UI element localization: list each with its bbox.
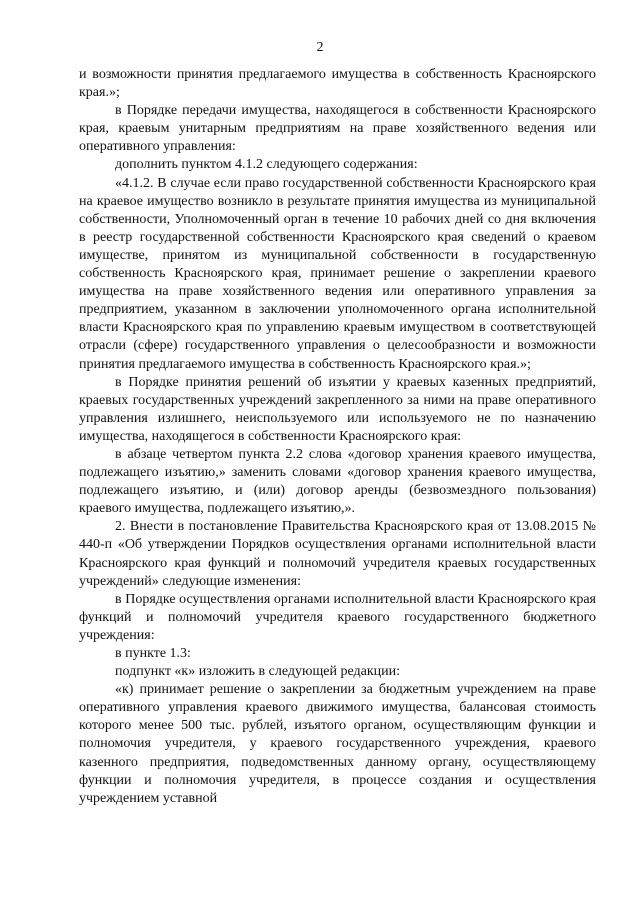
paragraph-9: в пункте 1.3: [115, 646, 191, 661]
paragraph-8: в Порядке осуществления органами исполнительной власти Красноярского края функций и полномочий учредителя краевого государственного бюджетного учреждения: [79, 591, 596, 643]
paragraph-6: в абзаце четвертом пункта 2.2 слова «договор хранения краевого имущества, подлежащего изъятию,» заменить словами «договор хранения краевого имущества, подлежащего изъятию, и (или) договор аренды (безвозмездного пользования) краевого имущества, подлежащего изъятию,». [79, 446, 596, 517]
paragraph-3: дополнить пунктом 4.1.2 следующего содержания: [115, 157, 418, 173]
paragraph-11: «к) принимает решение о закреплении за бюджетным учреждением на праве оперативного управления краевого движимого имущества, балансовая стоимость которого менее 500 тыс. рублей, изъятого органом, осуществляющим функции и полномочия учредителя, у краевого государственного учреждения, краевого казенного предприятия, подведомственных данному органу, осуществляющему функции и полномочия учредителя, в процессе создания и осуществления учреждением уставной [79, 682, 596, 806]
paragraph-5: в Порядке принятия решений об изъятии у краевых казенных предприятий, краевых государственных учреждений закрепленного за ними на праве оперативного управления излишнего, неиспользуемого или используемого не по назначению имущества, находящегося в собственности Красноярского края: [79, 374, 596, 444]
page-number: 2 [316, 40, 324, 55]
paragraph-4: «4.1.2. В случае если право государственной собственности Красноярского края на краевое имущество возникло в результате принятия имущества из муниципальной собственности, Уполномоченный орган в течение 10 рабочих дней со дня включения в реестр государственной собственности Красноярского края сведений о краевом имуществе, принятом из муниципальной собственности в государственную собственность Красноярского края, принимает решение о закреплении краевого имущества на праве хозяйственного ведения или оперативного управления за предприятием, указанном в заключении уполномоченного органа исполнительной власти Красноярского края по управлению краевым имуществом в соответствующей отрасли (сфере) государственного управления о целесообразности и возможности принятия предлагаемого имущества в собственность Красноярского края.»; [79, 175, 596, 372]
paragraph-7: 2. Внести в постановление Правительства Красноярского края от 13.08.2015 № 440-п «Об утверждении Порядков осуществления органами исполнительной власти Красноярского края функций и полномочий учредителя краевых государственных учреждений» следующие изменения: [79, 519, 596, 589]
paragraph-2: в Порядке передачи имущества, находящегося в собственности Красноярского края, краевым унитарным предприятиям на праве хозяйственного ведения или оперативного управления: [79, 103, 596, 155]
paragraph-10: подпункт «к» изложить в следующей редакции: [115, 664, 401, 680]
paragraph-1: и возможности принятия предлагаемого имущества в собственность Красноярского края.»; [79, 67, 596, 101]
document-body [79, 66, 596, 808]
